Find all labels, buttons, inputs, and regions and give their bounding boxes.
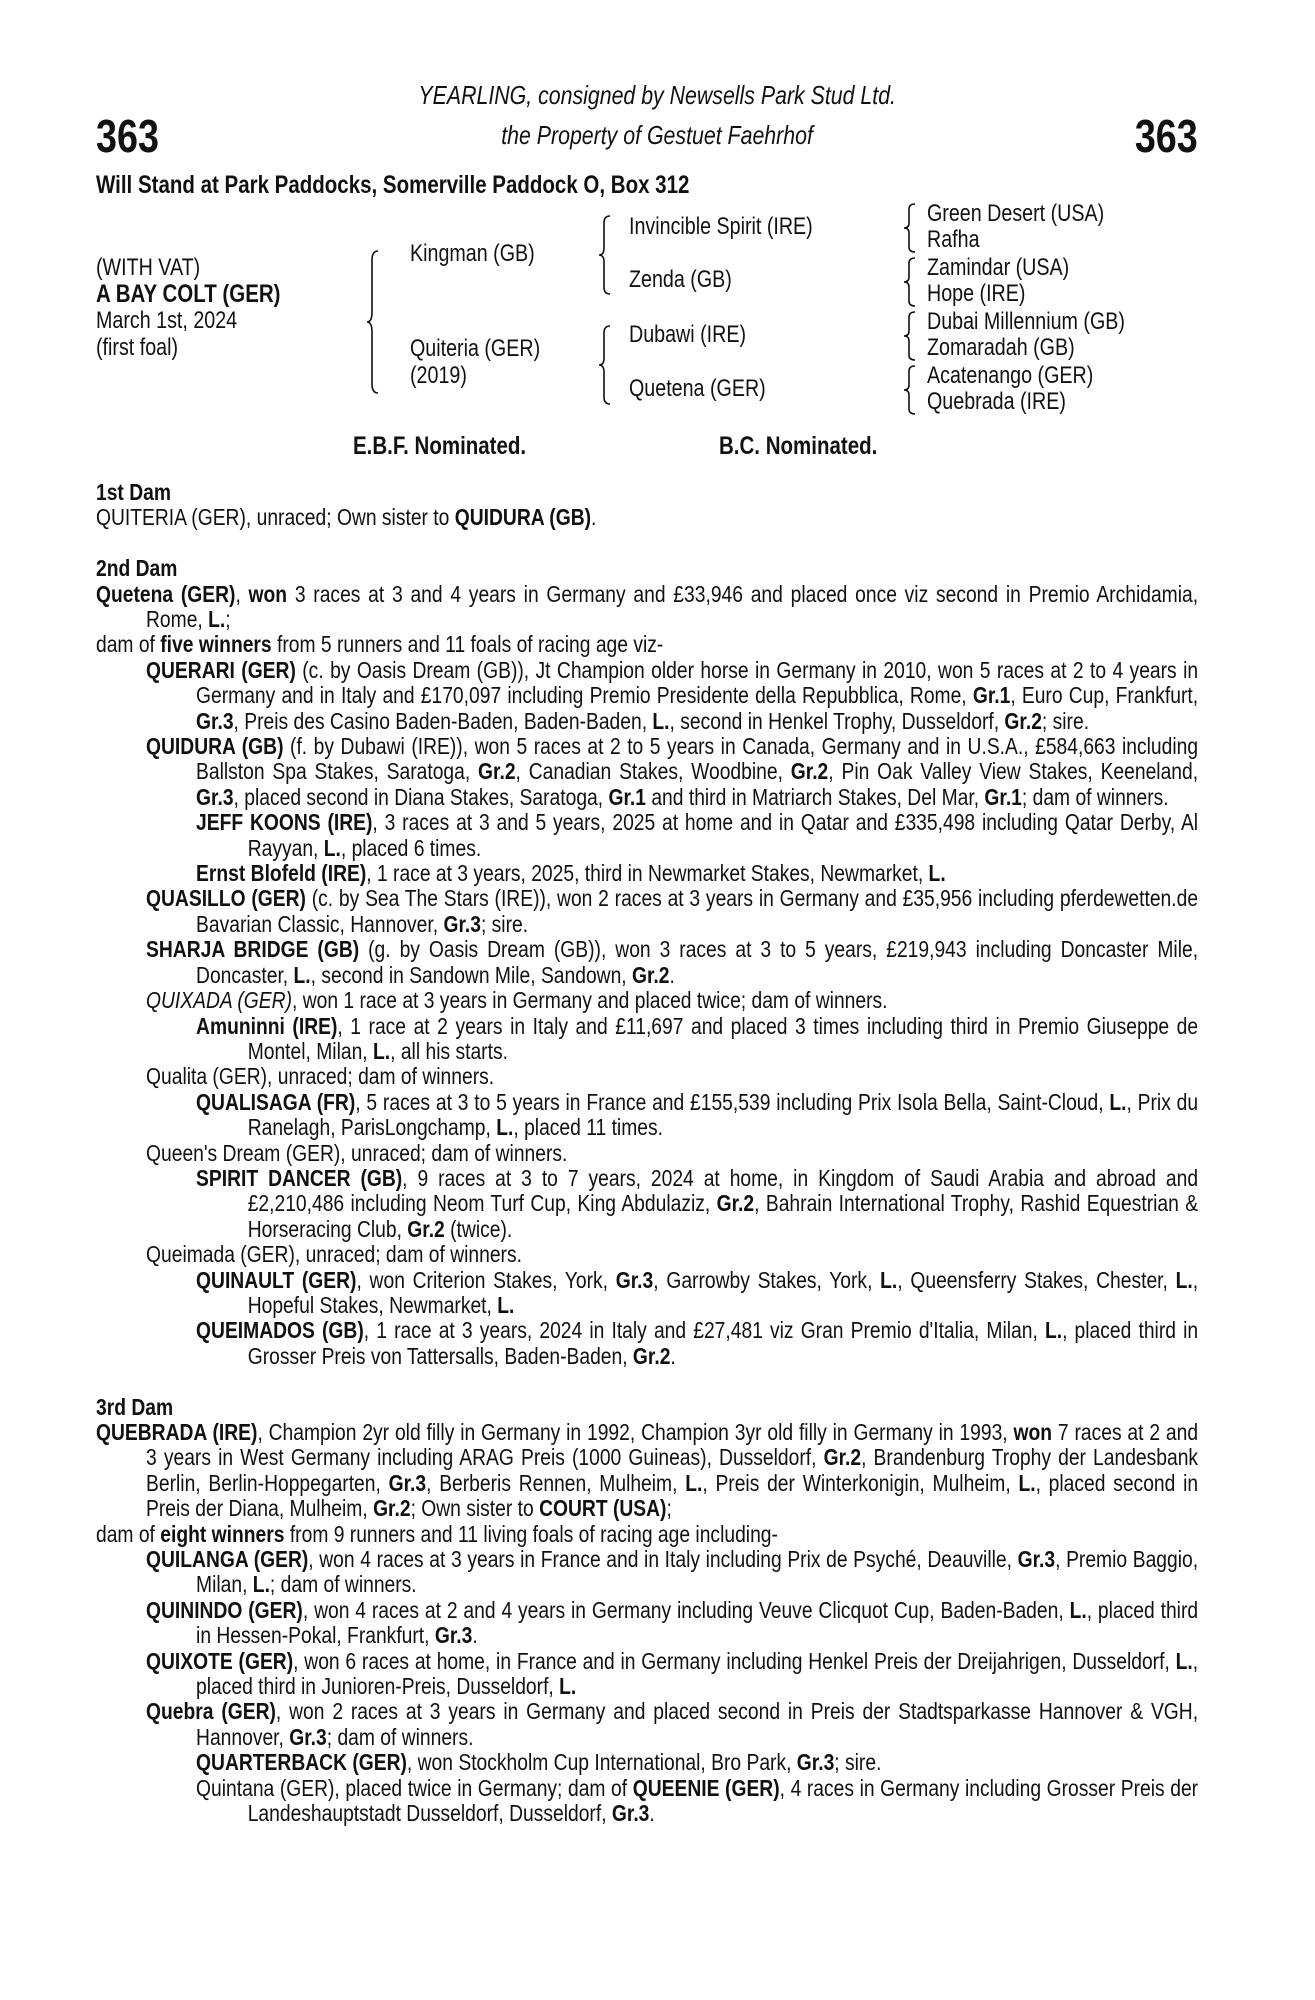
bold-text: QUINAULT (GER) (196, 1266, 357, 1293)
pedigree-entry (96, 582, 1198, 633)
bold-text: QUIDURA (GB) (146, 733, 284, 760)
gen3-text: Zomaradah (GB) (927, 334, 1075, 361)
bold-text: Gr.3 (289, 1723, 327, 1750)
pedigree-entry (96, 937, 1198, 988)
pedigree-entry (96, 1598, 1198, 1649)
entry-text: , Euro Cup, Frankfurt, (1010, 682, 1199, 709)
bold-text: Amuninni (IRE) (196, 1012, 338, 1039)
bold-text: Gr.2 (632, 1342, 671, 1369)
pedigree-entry (96, 810, 1198, 861)
dam-section (96, 1395, 1198, 1827)
bc-text: B.C. Nominated. (719, 432, 878, 460)
entry-text: (c. by Sea The Stars (IRE)), won 2 races at 3 years in Germany and £35,956 including pferdewetten.de Bavarian Classic, Hannover, (196, 885, 1199, 937)
horse-name (96, 281, 321, 307)
section-heading: 2nd Dam (96, 555, 178, 582)
location-line (96, 171, 820, 200)
entry-text: , Brandenburg Trophy der Landesbank Berlin, Berlin-Hoppegarten, (146, 1444, 1199, 1496)
bold-text: Gr.3 (1017, 1546, 1056, 1573)
entry-text: , Pin Oak Valley View Stakes, Keeneland, (828, 758, 1199, 785)
bold-text: L. (252, 1571, 270, 1598)
pedigree-gen2-item (629, 376, 796, 402)
entry-text: (f. by Dubawi (IRE)), won 5 races at 2 to 5 years in Canada, Germany and in U.S.A., £584,663 including Ballston Spa Stakes, Saratoga, (196, 733, 1199, 785)
gen3-text: Zamindar (USA) (927, 254, 1070, 281)
dam-section (96, 556, 1198, 1369)
ebf-text: E.B.F. Nominated. (353, 432, 527, 460)
bold-text: COURT (USA) (539, 1495, 667, 1522)
pedigree-entry (96, 1750, 1198, 1775)
bold-text: Gr.1 (608, 783, 646, 810)
entry-text: ; sire. (480, 910, 529, 937)
gen3-text: Rafha (927, 226, 980, 253)
entry-text: , 3 races at 3 and 5 years, 2025 at home and in Qatar and £335,498 including Qatar Derby, Al Rayyan, (247, 809, 1199, 861)
pedigree-entry (96, 1699, 1198, 1750)
bold-text: QUININDO (GER) (146, 1596, 303, 1623)
entry-text: . (591, 504, 597, 531)
bold-text: SPIRIT DANCER (GB) (196, 1164, 403, 1191)
bold-text: L. (559, 1673, 577, 1700)
bold-text: Gr.3 (196, 707, 234, 734)
entry-text: , Preis des Casino Baden-Baden, Baden-Baden, (233, 707, 653, 734)
foal-note-text: (first foal) (96, 334, 179, 361)
entry-text: Queen's Dream (GER), unraced; dam of winners. (146, 1139, 568, 1166)
entry-text: ; sire. (1041, 707, 1090, 734)
bold-text: QUEIMADOS (GB) (196, 1317, 364, 1344)
entry-text: , 1 race at 2 years in Italy and £11,697 and placed 3 times including third in Premio Giuseppe de Montel, Milan, (247, 1012, 1199, 1064)
entry-text: , won 4 races at 2 and 4 years in Germany including Veuve Clicquot Cup, Baden-Baden, (302, 1596, 1070, 1623)
pedigree-entry (96, 1522, 1198, 1547)
dam-year-text: (2019) (410, 362, 467, 389)
pedigree-entry (96, 886, 1198, 937)
entry-text: from 9 runners and 11 living foals of racing age including- (284, 1520, 778, 1547)
bc-nomination (719, 432, 912, 461)
section-heading: 1st Dam (96, 479, 171, 505)
brace-dam (598, 325, 612, 405)
bold-text: SHARJA BRIDGE (GB) (146, 936, 360, 963)
gen3-text: Acatenango (GER) (927, 362, 1094, 389)
pedigree-gen3-item (927, 255, 1100, 281)
entry-text: Queimada (GER), unraced; dam of winners. (146, 1241, 522, 1268)
entry-text: , placed 11 times. (513, 1114, 663, 1141)
bold-text: L. (1175, 1647, 1193, 1674)
bold-text: QUERARI (GER) (146, 656, 296, 683)
brace-gen1 (366, 250, 380, 394)
pedigree-entry (96, 1090, 1198, 1141)
entry-text: , won 1 race at 3 years in Germany and placed twice; dam of winners. (291, 987, 888, 1014)
entry-text: ; sire. (834, 1749, 882, 1776)
brace-g3-3 (903, 311, 917, 361)
entry-text: , 4 races in Germany including Grosser Preis der Landeshauptstadt Dusseldorf, Dusseldorf, (247, 1774, 1199, 1827)
entry-text: , won Stockholm Cup International, Bro Park, (406, 1749, 797, 1776)
bold-text: L. (496, 1114, 514, 1141)
entry-text: , Berberis Rennen, Mulheim, (426, 1469, 686, 1496)
bold-text: L. (880, 1266, 898, 1293)
entry-text: . (670, 1342, 676, 1369)
gen3-text: Hope (IRE) (927, 280, 1026, 307)
entry-text: . (472, 1622, 478, 1649)
bold-text: L. (1018, 1469, 1036, 1496)
pedigree-entry (96, 658, 1198, 734)
entry-text: , 9 races at 3 to 7 years, 2024 at home, in Kingdom of Saudi Arabia and abroad and £2,210,486 including Neom Turf Cup, King Abdulaziz, (247, 1164, 1199, 1217)
bold-text: QUILANGA (GER) (146, 1546, 309, 1573)
pedigree-entry (96, 1649, 1198, 1700)
entry-text: . (649, 1800, 655, 1827)
entry-text: , Champion 2yr old filly in Germany in 1992, Champion 3yr old filly in Germany in 1993, (257, 1419, 1014, 1445)
pedigree-gen3-item (927, 389, 1096, 415)
entry-text: and third in Matriarch Stakes, Del Mar, (645, 783, 985, 810)
bold-text: Gr.2 (407, 1215, 445, 1242)
entry-text: , second in Henkel Trophy, Dusseldorf, (669, 707, 1005, 734)
brace-g3-2 (903, 257, 917, 307)
location-text: Will Stand at Park Paddocks, Somerville Paddock O, Box 312 (96, 171, 690, 199)
bold-text: Quetena (GER) (96, 580, 236, 607)
pedigree-gen3-item (927, 201, 1143, 227)
entry-text: ; dam of winners. (1021, 783, 1169, 810)
lot-number-right-text: 363 (1135, 110, 1198, 162)
vat-label (96, 255, 223, 281)
entry-text: , Queensferry Stakes, Chester, (897, 1266, 1176, 1293)
pedigree-entry (96, 1776, 1198, 1827)
entry-text: , placed third in Grosser Preis von Tattersalls, Baden-Baden, (247, 1317, 1199, 1369)
pedigree-gen2-item (629, 322, 772, 348)
dam-text: Quiteria (GER) (410, 335, 541, 362)
italic-text: QUIXADA (GER) (146, 987, 292, 1014)
bold-text: L. (685, 1469, 703, 1496)
gen3-text: Quebrada (IRE) (927, 388, 1066, 415)
bold-text: JEFF KOONS (IRE) (196, 809, 373, 836)
horse-name-text: A BAY COLT (GER) (96, 280, 281, 308)
bold-text: Gr.3 (434, 1622, 473, 1649)
sire-text: Kingman (GB) (410, 240, 535, 267)
bold-text: L. (1044, 1317, 1063, 1344)
entry-text: ; (225, 606, 231, 633)
pedigree-entry (96, 734, 1198, 810)
pedigree-gen3-item (927, 363, 1130, 389)
bold-text: eight winners (160, 1520, 285, 1547)
property-line (0, 120, 1315, 151)
bold-text: Gr.2 (790, 758, 829, 785)
entry-text: ; Own sister to (410, 1495, 540, 1522)
entry-text: ; dam of winners. (326, 1723, 474, 1750)
bold-text: Gr.3 (796, 1749, 835, 1776)
entry-text: (twice). (444, 1215, 513, 1242)
gen2-text: Dubawi (IRE) (629, 321, 747, 348)
entry-text: , placed second in Preis der Diana, Mulheim, (146, 1469, 1199, 1522)
entry-text: , won Criterion Stakes, York, (356, 1266, 616, 1293)
pedigree-entry (96, 988, 1198, 1013)
entry-text: QUITERIA (GER), unraced; Own sister to (96, 504, 455, 531)
gen2-text: Quetena (GER) (629, 375, 766, 402)
entry-text: , placed 6 times. (340, 834, 482, 861)
pedigree-dam-year (410, 363, 479, 389)
entry-text: dam of (96, 1520, 161, 1547)
bold-text: L. (497, 1291, 515, 1318)
bold-text: QUIDURA (GB) (454, 504, 592, 531)
entry-text: , Preis der Winterkonigin, Mulheim, (702, 1469, 1019, 1496)
bold-text: Gr.2 (478, 758, 516, 785)
bold-text: Ernst Blofeld (IRE) (196, 860, 367, 887)
bold-text: QUEENIE (GER) (632, 1774, 780, 1801)
bold-text: QUALISAGA (FR) (196, 1088, 356, 1115)
bold-text: Gr.1 (972, 682, 1011, 709)
entry-text: 3 races at 3 and 4 years in Germany and £33,946 and placed once viz second in Premio Archidamia, Rome, (146, 580, 1199, 633)
entry-text: , 1 race at 3 years, 2025, third in Newmarket Stakes, Newmarket, (366, 860, 929, 887)
bold-text: L. (373, 1037, 391, 1064)
bold-text: Gr.3 (196, 783, 234, 810)
bold-text: L. (293, 961, 311, 988)
bold-text: QUEBRADA (IRE) (96, 1419, 258, 1445)
entry-text: , (235, 580, 249, 607)
pedigree-gen3-item (927, 227, 991, 253)
bold-text: L. (1175, 1266, 1193, 1293)
pedigree-entry (96, 632, 1198, 657)
entry-text: 7 races at 2 and 3 years in West Germany including ARAG Preis (1000 Guineas), Dusseldorf, (146, 1419, 1199, 1471)
brace-g3-1 (903, 203, 917, 253)
bold-text: L. (1109, 1088, 1127, 1115)
entry-text: (g. by Oasis Dream (GB)), won 3 races at 3 to 5 years, £219,943 including Doncaster Mile, Doncaster, (196, 936, 1199, 988)
foal-note (96, 335, 196, 361)
vat-text: (WITH VAT) (96, 254, 201, 281)
entry-text: , won 4 races at 3 years in France and in Italy including Prix de Psyché, Deauville, (308, 1546, 1018, 1573)
bold-text: QUASILLO (GER) (146, 885, 306, 912)
bold-text: Gr.3 (611, 1800, 650, 1827)
entry-text: , 5 races at 3 to 5 years in France and £155,539 including Prix Isola Bella, Saint-Cloud, (355, 1088, 1110, 1115)
entry-text: Qualita (GER), unraced; dam of winners. (146, 1063, 495, 1090)
entry-text: dam of (96, 631, 161, 658)
bold-text: Quebra (GER) (146, 1698, 276, 1725)
bold-text: L. (323, 834, 341, 861)
pedigree-gen3-item (927, 281, 1047, 307)
pedigree-entry (96, 1242, 1198, 1267)
pedigree-entry (96, 1268, 1198, 1319)
entry-text: Quintana (GER), placed twice in Germany; dam of (196, 1774, 633, 1801)
pedigree-gen2-item (629, 214, 853, 240)
pedigree-entry (96, 1166, 1198, 1242)
foaling-date (96, 308, 268, 334)
entry-text: , Garrowby Stakes, York, (653, 1266, 881, 1293)
bold-text: QUIXOTE (GER) (146, 1647, 294, 1674)
entry-text: , second in Sandown Mile, Sandown, (310, 961, 633, 988)
consignor-line (0, 80, 1315, 111)
pedigree-entry (96, 1318, 1198, 1369)
bold-text: Gr.3 (443, 910, 481, 937)
pedigree-entry (96, 861, 1198, 886)
consignor-text: YEARLING, consigned by Newsells Park Stud Ltd. (418, 80, 897, 110)
section-heading: 3rd Dam (96, 1393, 174, 1420)
gen3-text: Green Desert (USA) (927, 200, 1105, 227)
bold-text: Gr.2 (716, 1190, 755, 1217)
pedigree-entry (96, 1547, 1198, 1598)
entry-text: ; (666, 1495, 672, 1522)
brace-g3-4 (903, 365, 917, 415)
bold-text: won (248, 580, 288, 607)
pedigree-entry (96, 1014, 1198, 1065)
bold-text: Gr.2 (823, 1444, 862, 1471)
pedigree-entry (96, 505, 1198, 530)
pedigree-dam (410, 336, 569, 362)
bold-text: L. (208, 606, 226, 633)
entry-text: , placed second in Diana Stakes, Saratoga, (233, 783, 609, 810)
gen2-text: Invincible Spirit (IRE) (629, 213, 813, 240)
bold-text: Gr.3 (615, 1266, 654, 1293)
pedigree-gen3-item (927, 309, 1168, 335)
pedigree-entry (96, 1141, 1198, 1166)
entry-text: , placed third in Hessen-Pokal, Frankfurt, (196, 1596, 1199, 1649)
lot-number-right (1121, 110, 1198, 162)
entry-text: , placed third in Junioren-Preis, Dusseldorf, (196, 1647, 1199, 1700)
brace-sire (598, 215, 612, 295)
entry-text: , Prix du Ranelagh, ParisLongchamp, (247, 1088, 1199, 1141)
lot-number-left-text: 363 (96, 110, 159, 162)
gen2-text: Zenda (GB) (629, 266, 732, 293)
bold-text: won (1013, 1419, 1053, 1445)
dam-section (96, 480, 1198, 531)
catalogue-body (96, 480, 1198, 1827)
entry-text: , won 6 races at home, in France and in Germany including Henkel Preis der Dreijahrigen, Dusseldorf, (293, 1647, 1176, 1674)
entry-text: , 1 race at 3 years, 2024 in Italy and £27,481 viz Gran Premio d'Italia, Milan, (363, 1317, 1045, 1344)
ebf-nomination (353, 432, 564, 461)
catalogue-body-inner (96, 480, 1198, 1827)
bold-text: L. (1069, 1596, 1087, 1623)
bold-text: Gr.2 (632, 961, 670, 988)
entry-text: , Bahrain International Trophy, Rashid Equestrian & Horseracing Club, (247, 1190, 1199, 1242)
bold-text: L. (928, 860, 946, 887)
pedigree-gen3-item (927, 335, 1107, 361)
pedigree-entry (96, 1420, 1198, 1522)
bold-text: Gr.3 (388, 1469, 427, 1496)
entry-text: , Hopeful Stakes, Newmarket, (247, 1266, 1199, 1318)
property-text: the Property of Gestuet Faehrhof (501, 120, 814, 150)
pedigree-gen2-item (629, 267, 754, 293)
entry-text: . (669, 961, 675, 988)
pedigree-sire (410, 241, 562, 267)
bold-text: QUARTERBACK (GER) (196, 1749, 407, 1776)
bold-text: five winners (160, 631, 272, 658)
entry-text: , all his starts. (390, 1037, 508, 1064)
entry-text: (c. by Oasis Dream (GB)), Jt Champion older horse in Germany in 2010, won 5 races at 2 to 4 years in Germany and in Italy and £170,097 including Premio Presidente della Repubblica, Rome, (196, 656, 1199, 709)
entry-text: ; dam of winners. (269, 1571, 417, 1598)
entry-text: , Premio Baggio, Milan, (196, 1546, 1199, 1598)
gen3-text: Dubai Millennium (GB) (927, 308, 1125, 335)
bold-text: L. (652, 707, 670, 734)
bold-text: Gr.2 (1004, 707, 1042, 734)
entry-text: from 5 runners and 11 foals of racing age viz- (271, 631, 664, 658)
bold-text: Gr.1 (984, 783, 1022, 810)
bold-text: Gr.2 (373, 1495, 411, 1522)
entry-text: , Canadian Stakes, Woodbine, (515, 758, 791, 785)
pedigree-entry (96, 1064, 1198, 1089)
entry-text: , won 2 races at 3 years in Germany and placed second in Preis der Stadtsparkasse Hannover & VGH, Hannover, (196, 1698, 1199, 1750)
foaling-date-text: March 1st, 2024 (96, 307, 238, 334)
